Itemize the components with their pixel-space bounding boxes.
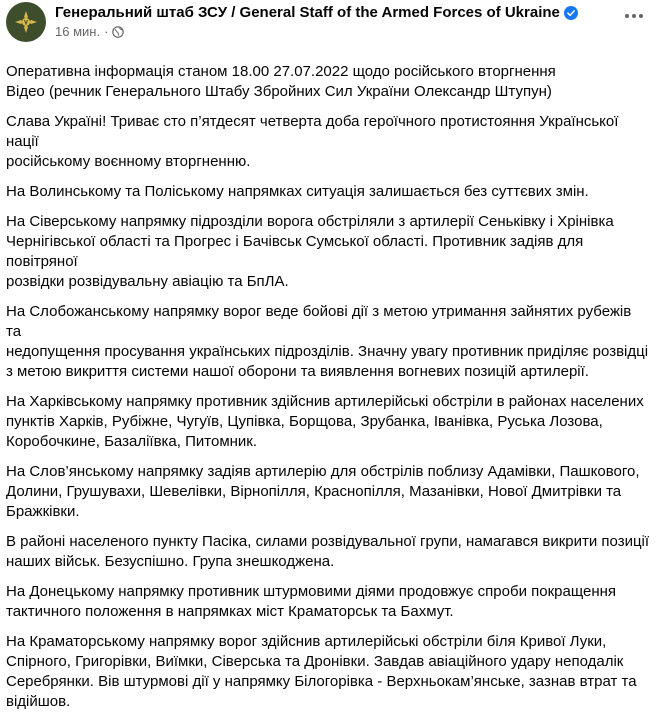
post-paragraph: Оперативна інформація станом 18.00 27.07.2022 щодо російського вторгнення Відео (речник Генерального Штабу Збройних Сил України Олександр Штупун) (6, 63, 556, 100)
post-timestamp[interactable]: 16 мин. (55, 24, 101, 39)
post-paragraph: На Слов’янському напрямку задіяв артилерію для обстрілів поблизу Адамівки, Пашкового, Долини, Грушувахи, Шевелівки, Вірнопілля, Краснопілля, Мазанівки, Нової Дмитрівки та Бражківки. (6, 463, 640, 520)
author-name[interactable]: Генеральний штаб ЗСУ / General Staff of the Armed Forces of Ukraine (55, 4, 560, 21)
time-row (55, 24, 578, 40)
post-paragraph: На Донецькому напрямку противник штурмовими діями продовжує спроби покращення тактичного положення в напрямках міст Краматорськ та Бахмут. (6, 583, 617, 620)
post-paragraph: В районі населеного пункту Пасіка, силами розвідувальної групи, намагався викрити позиції наших військ. Безуспішно. Група знешкоджена. (6, 533, 650, 570)
page-avatar[interactable] (6, 2, 46, 42)
post-paragraph: На Сіверському напрямку підрозділи ворога обстріляли з артилерії Сеньківку і Хрінівка Чернігівської області та Прогрес і Бачівськ Сумської області. Противник задіяв для повітряної розвідки розвідувальну авіацію та БпЛА. (6, 213, 614, 290)
post-meta (55, 2, 578, 40)
post-header (6, 0, 650, 62)
post-paragraph: На Волинському та Поліському напрямках ситуація залишається без суттєвих змін. (6, 183, 589, 200)
more-options-icon[interactable] (620, 6, 648, 26)
post-paragraph: На Краматорському напрямку ворог здійснив артилерійські обстріли біля Кривої Луки, Спірного, Григорівки, Виїмки, Сіверська та Дронівки. Завдав авіаційного удару неподалік Серебрянки. Вів штурмові дії у напрямку Білогорівка - Верхньокам’янське, зазнав втрат та відійшов. (6, 633, 637, 710)
author-row (55, 3, 578, 22)
post-paragraph: На Харківському напрямку противник здійснив артилерійські обстріли в районах населених пунктів Харків, Рубіжне, Чугуїв, Цупівка, Борщова, Зрубанка, Іванівка, Руська Лозова, Коробочкине, Базаліївка, Питомник. (6, 393, 644, 450)
armed-forces-emblem-icon (13, 9, 39, 35)
globe-icon[interactable] (112, 26, 124, 38)
separator-dot: · (104, 24, 109, 39)
post-content (6, 62, 650, 712)
verified-badge-icon (564, 6, 578, 20)
post-paragraph: Слава Україні! Триває сто п’ятдесят четверта доба героїчного протистояння Української нації російському воєнному вторгненню. (6, 113, 619, 170)
post-paragraph: На Слобожанському напрямку ворог веде бойові дії з метою утримання зайнятих рубежів та недопущення просування українських підрозділів. Значну увагу противник приділяє розвідці з метою викриття системи нашої оборони та виявлення вогневих позицій артилерії. (6, 303, 649, 380)
